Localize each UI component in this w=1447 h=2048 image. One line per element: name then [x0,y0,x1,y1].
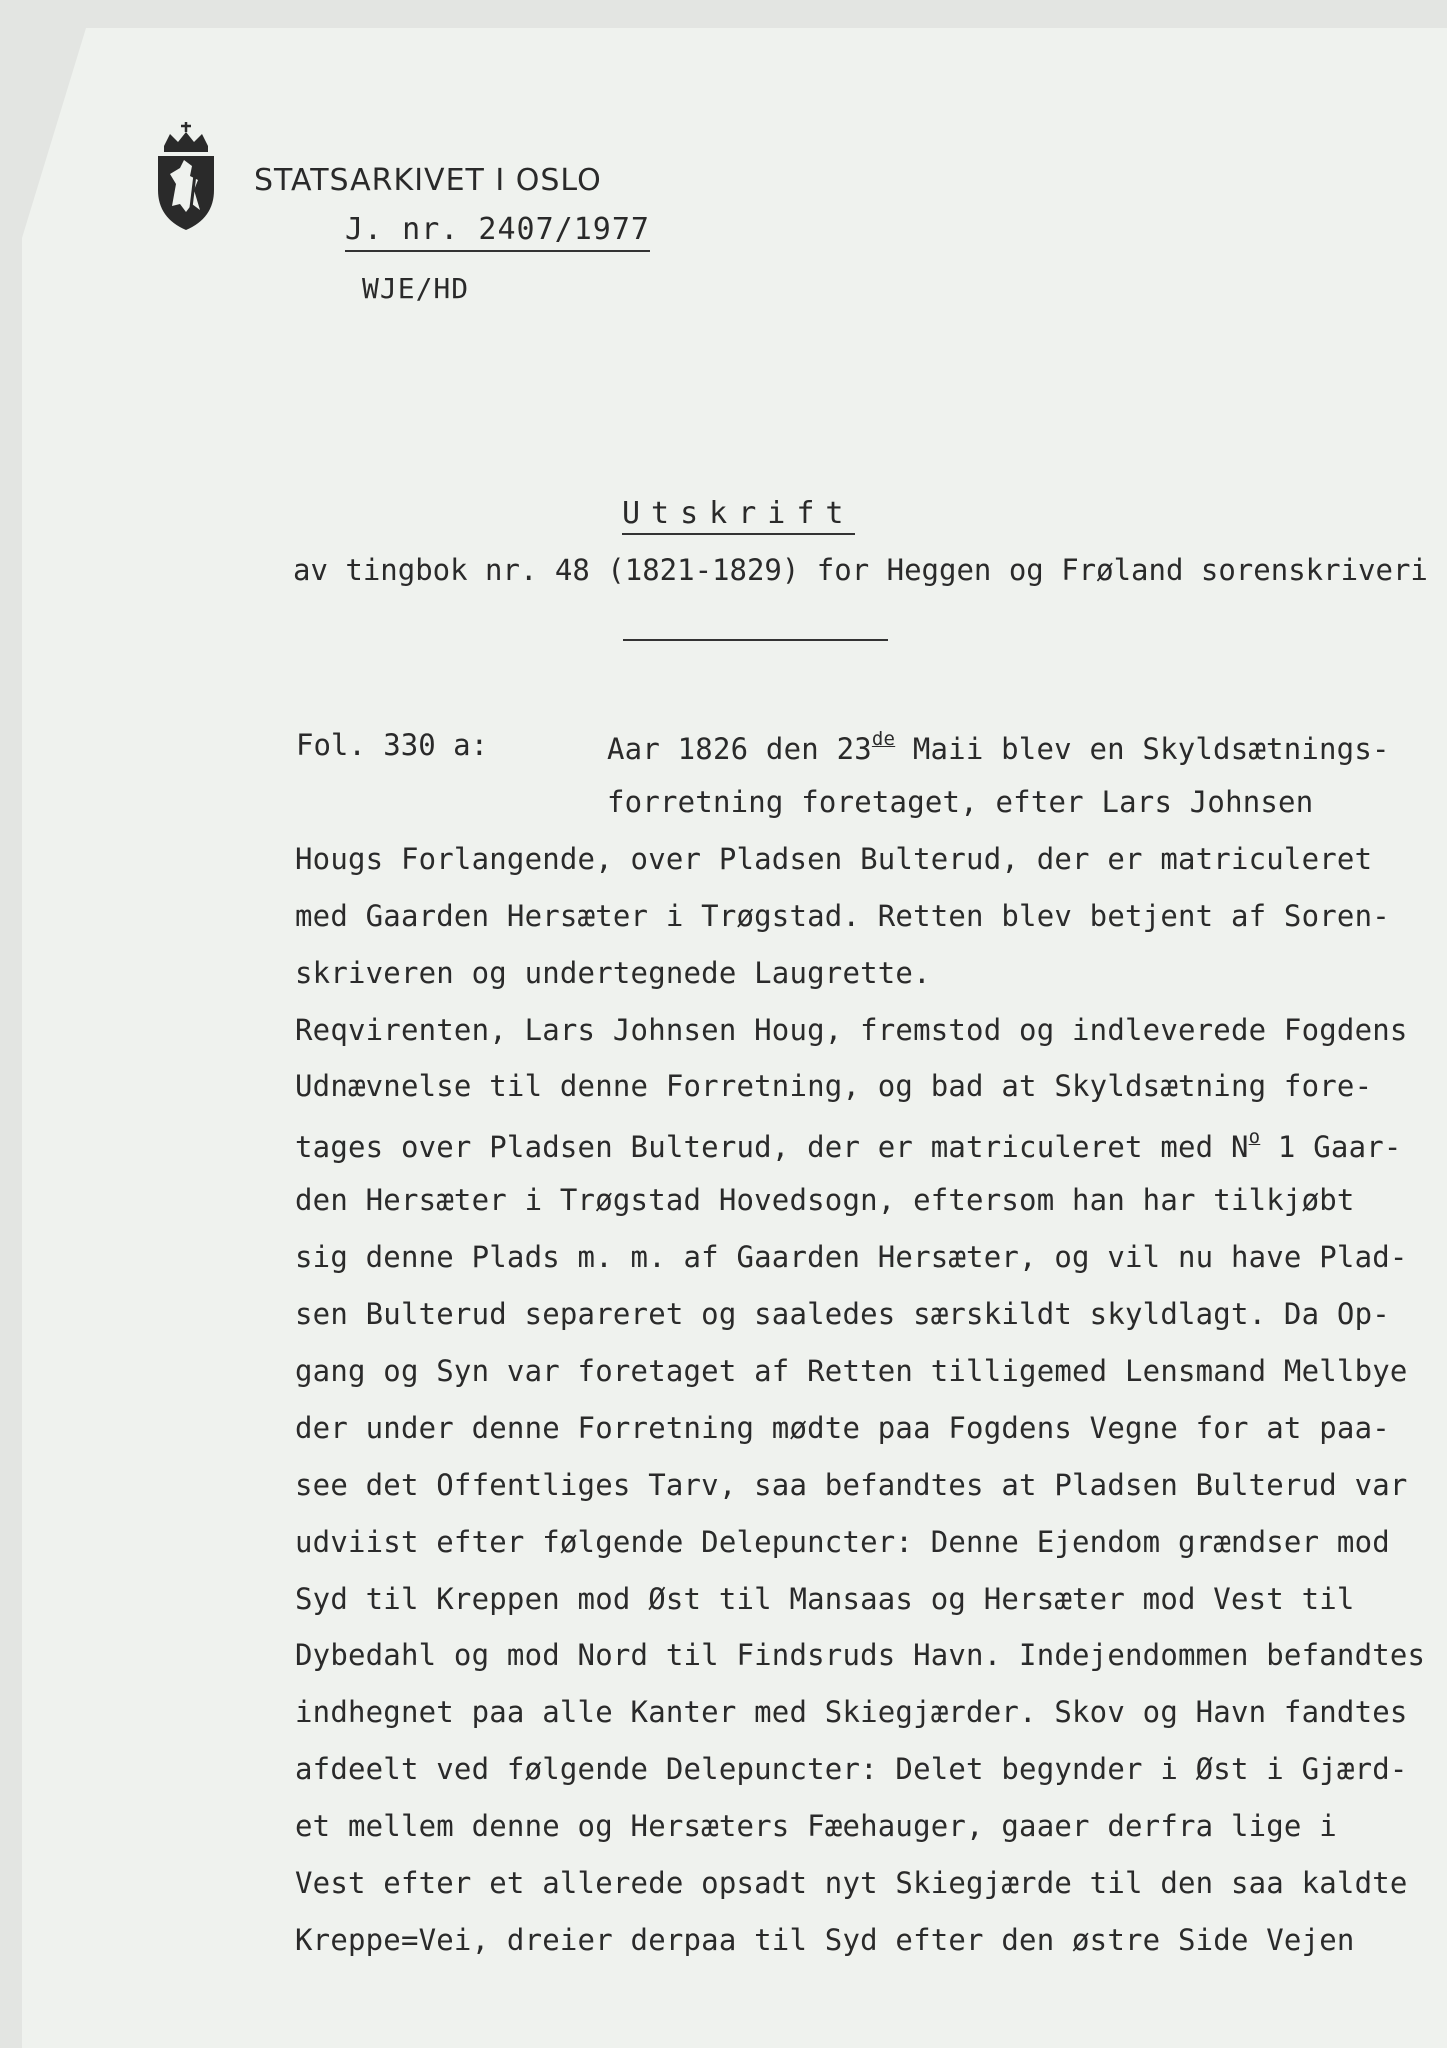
transcript-line: sen Bulterud separeret og saaledes særskildt skyldlagt. Da Op- [295,1297,1390,1331]
transcript-line: gang og Syn var foretaget af Retten tilligemed Lensmand Mellbye [295,1354,1408,1388]
transcript-line: Dybedahl og mod Nord til Findsruds Havn. Indejendommen befandtes [295,1638,1426,1672]
transcript-line-text: 1 Gaar- [1260,1130,1402,1164]
document-title: Utskrift [622,496,855,535]
transcript-line-text: tages over Pladsen Bulterud, der er matriculeret med N [295,1130,1249,1164]
transcript-line: et mellem denne og Hersæters Fæehauger, gaaer derfra lige i [295,1809,1337,1843]
norwegian-coat-of-arms-icon [150,120,222,232]
transcript-line: Hougs Forlangende, over Pladsen Bulterud, der er matriculeret [295,842,1373,876]
transcript-line: udviist efter følgende Delepuncter: Denne Ejendom grændser mod [295,1525,1390,1559]
archive-office-name: STATSARKIVET I OSLO [254,163,602,198]
transcript-line [295,1126,1402,1164]
transcript-line-text: Aar 1826 den 23 [607,732,872,766]
transcript-line: Vest efter et allerede opsadt nyt Skiegjærde til den saa kaldte [295,1866,1408,1900]
transcript-line: sig denne Plads m. m. af Gaarden Hersæter, og vil nu have Plad- [295,1240,1408,1274]
transcript-line: indhegnet paa alle Kanter med Skiegjærder. Skov og Havn fandtes [295,1695,1408,1729]
transcript-line-text: Maii blev en Skyldsætnings- [895,732,1390,766]
superscript-abbreviation: o [1248,1126,1261,1148]
transcript-line: forretning foretaget, efter Lars Johnsen [607,785,1314,819]
transcript-line: Reqvirenten, Lars Johnsen Houg, fremstod og indleverede Fogdens [295,1013,1408,1047]
folio-reference: Fol. 330 a: [296,728,489,762]
transcript-line: Kreppe=Vei, dreier derpaa til Syd efter den østre Side Vejen [295,1923,1355,1957]
transcript-line: afdeelt ved følgende Delepuncter: Delet begynder i Øst i Gjærd- [295,1752,1408,1786]
transcript-line: see det Offentliges Tarv, saa befandtes at Pladsen Bulterud var [295,1468,1408,1502]
document-subtitle: av tingbok nr. 48 (1821-1829) for Heggen og Frøland sorenskriveri [293,553,1428,587]
title-divider [623,639,888,641]
superscript-abbreviation: de [871,728,896,750]
transcript-line [607,728,1390,766]
transcript-line: Syd til Kreppen mod Øst til Mansaas og Hersæter mod Vest til [295,1582,1355,1616]
transcript-line: den Hersæter i Trøgstad Hovedsogn, eftersom han har tilkjøbt [295,1183,1355,1217]
transcript-line: med Gaarden Hersæter i Trøgstad. Retten blev betjent af Soren- [295,899,1390,933]
transcript-line: skriveren og undertegnede Laugrette. [295,956,931,990]
author-initials: WJE/HD [362,272,470,305]
transcript-line: Udnævnelse til denne Forretning, og bad at Skyldsætning fore- [295,1069,1373,1103]
journal-number: J. nr. 2407/1977 [345,212,650,252]
transcript-line: der under denne Forretning mødte paa Fogdens Vegne for at paa- [295,1411,1390,1445]
